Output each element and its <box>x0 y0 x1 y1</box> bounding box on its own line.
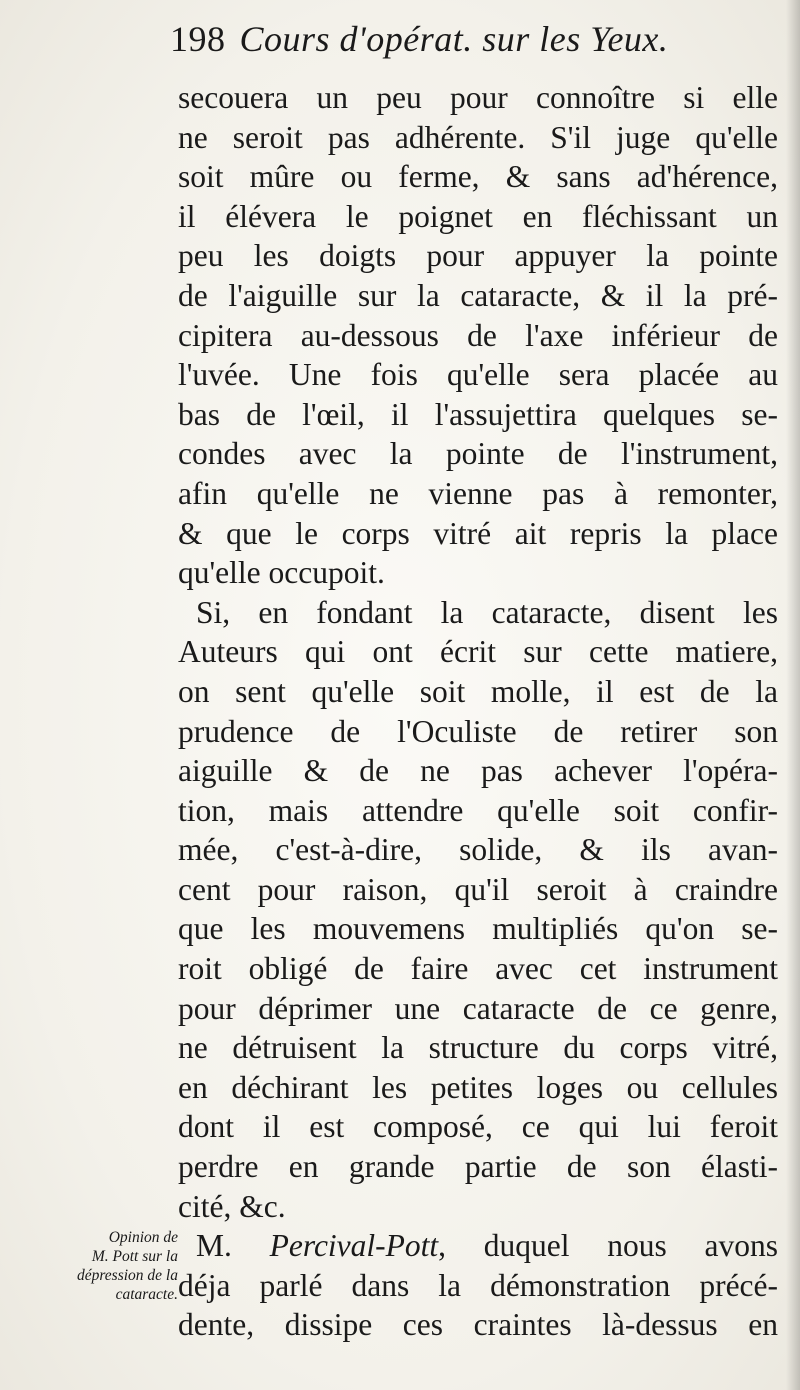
page-number: 198 <box>170 19 226 59</box>
text-line: cent pour raison, qu'il seroit à craindre <box>178 871 778 907</box>
main-text <box>178 78 778 1345</box>
text-line: prudence de l'Oculiste de retirer son <box>178 713 778 749</box>
text-line: & que le corps vitré ait repris la place <box>178 515 778 551</box>
text-line: ne détruisent la structure du corps vitré, <box>178 1030 778 1066</box>
text-line: qu'elle occupoit. <box>178 555 385 591</box>
text-line: tion, mais attendre qu'elle soit confir- <box>178 792 778 828</box>
text-line: en déchirant les petites loges ou cellules <box>178 1069 778 1105</box>
margin-note-line: M. Pott sur la <box>91 1248 178 1265</box>
text-line: secouera un peu pour connoître si elle <box>178 80 778 115</box>
text-line: cité, &c. <box>178 1188 286 1224</box>
text-line: ne seroit pas adhérente. S'il juge qu'elle <box>178 119 778 155</box>
page-edge-shadow <box>786 0 800 1390</box>
text-line: dente, dissipe ces craintes là-dessus en <box>178 1307 778 1343</box>
text-line: soit mûre ou ferme, & sans ad'hérence, <box>178 159 778 195</box>
text-line: perdre en grande partie de son élasti- <box>178 1149 778 1185</box>
text-line: Si, en fondant la cataracte, disent les <box>196 594 778 630</box>
margin-note-line: Opinion de <box>108 1229 178 1246</box>
pott-name: Percival-Pott <box>269 1228 439 1264</box>
text-line: afin qu'elle ne vienne pas à remonter, <box>178 475 778 511</box>
margin-note <box>28 1228 178 1304</box>
text-line: peu les doigts pour appuyer la pointe <box>178 238 778 274</box>
text-line: déja parlé dans la démonstration précé- <box>178 1267 778 1303</box>
margin-note-line: cataracte. <box>115 1286 178 1303</box>
text-line: on sent qu'elle soit molle, il est de la <box>178 673 778 709</box>
text-line: roit obligé de faire avec cet instrument <box>178 951 778 987</box>
text-line: bas de l'œil, il l'assujettira quelques se- <box>178 396 778 432</box>
text-line: mée, c'est-à-dire, solide, & ils avan- <box>178 832 778 868</box>
text-line: Auteurs qui ont écrit sur cette matiere, <box>178 634 778 670</box>
text-line: il élévera le poignet en fléchissant un <box>178 198 778 234</box>
text-line: que les mouvemens multipliés qu'on se- <box>178 911 778 947</box>
text-line: condes avec la pointe de l'instrument, <box>178 436 778 472</box>
text-line: aiguille & de ne pas achever l'opéra- <box>178 753 778 789</box>
margin-note-line: dépression de la <box>76 1267 178 1284</box>
pott-prefix: M. <box>196 1228 270 1264</box>
text-line: dont il est composé, ce qui lui feroit <box>178 1109 778 1145</box>
text-line: de l'aiguille sur la cataracte, & il la pré- <box>178 277 778 313</box>
text-line: l'uvée. Une fois qu'elle sera placée au <box>178 357 778 393</box>
text-line-pott <box>178 1226 778 1266</box>
text-line: cipitera au-dessous de l'axe inférieur de <box>178 317 778 353</box>
pott-suffix: , duquel nous avons <box>438 1228 779 1264</box>
text-line: pour déprimer une cataracte de ce genre, <box>178 990 778 1026</box>
running-title: Cours d'opérat. sur les Yeux. <box>239 19 669 59</box>
